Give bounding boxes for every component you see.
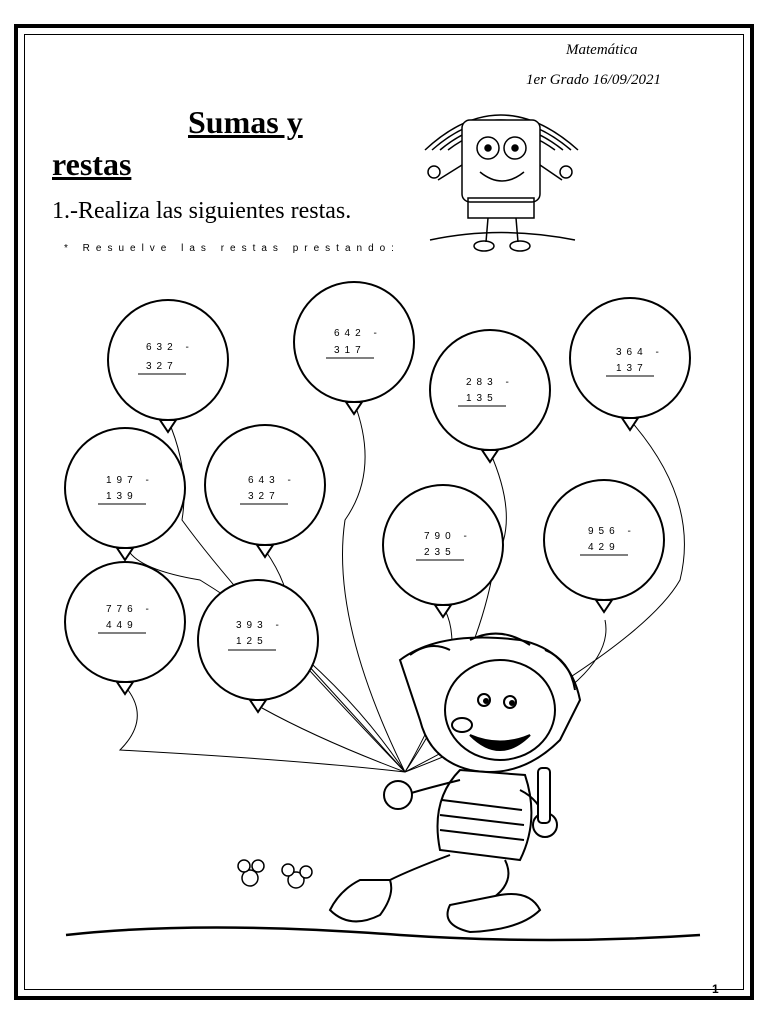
page-number: 1 (712, 982, 719, 996)
ground-line (66, 928, 700, 941)
problem-5-bottom: 139 (106, 491, 138, 502)
problem-9-bottom: 449 (106, 620, 138, 631)
instruction-text: 1.-Realiza las siguientes restas. (52, 198, 352, 224)
problem-1-bottom: 327 (146, 361, 178, 372)
title-line-1: Sumas y (188, 104, 303, 140)
problem-8-top: 956 - (588, 526, 636, 537)
problem-9-top: 776 - (106, 604, 154, 615)
problem-10-top: 393 - (236, 620, 284, 631)
problem-3-bottom: 135 (466, 393, 498, 404)
flower-decorations (238, 860, 312, 888)
sub-instruction-text: * Resuelve las restas prestando: (64, 243, 400, 254)
problem-2-top: 642 - (334, 328, 382, 339)
problem-1-top: 632 - (146, 342, 194, 353)
problem-6-top: 643 - (248, 475, 296, 486)
problem-3-top: 283 - (466, 377, 514, 388)
problem-2-bottom: 317 (334, 345, 366, 356)
spongebob-illustration (425, 115, 578, 251)
problem-10-bottom: 125 (236, 636, 268, 647)
problem-5-top: 197 - (106, 475, 154, 486)
subject-label: Matemática (566, 42, 638, 58)
problem-7-bottom: 235 (424, 547, 456, 558)
running-boy-illustration (330, 634, 580, 932)
problem-7-top: 790 - (424, 531, 472, 542)
problem-8-bottom: 429 (588, 542, 620, 553)
problem-6-bottom: 327 (248, 491, 280, 502)
title-line-2: restas (52, 146, 132, 182)
problem-4-top: 364 - (616, 347, 664, 358)
problem-4-bottom: 137 (616, 363, 648, 374)
grade-date-label: 1er Grado 16/09/2021 (526, 72, 661, 88)
